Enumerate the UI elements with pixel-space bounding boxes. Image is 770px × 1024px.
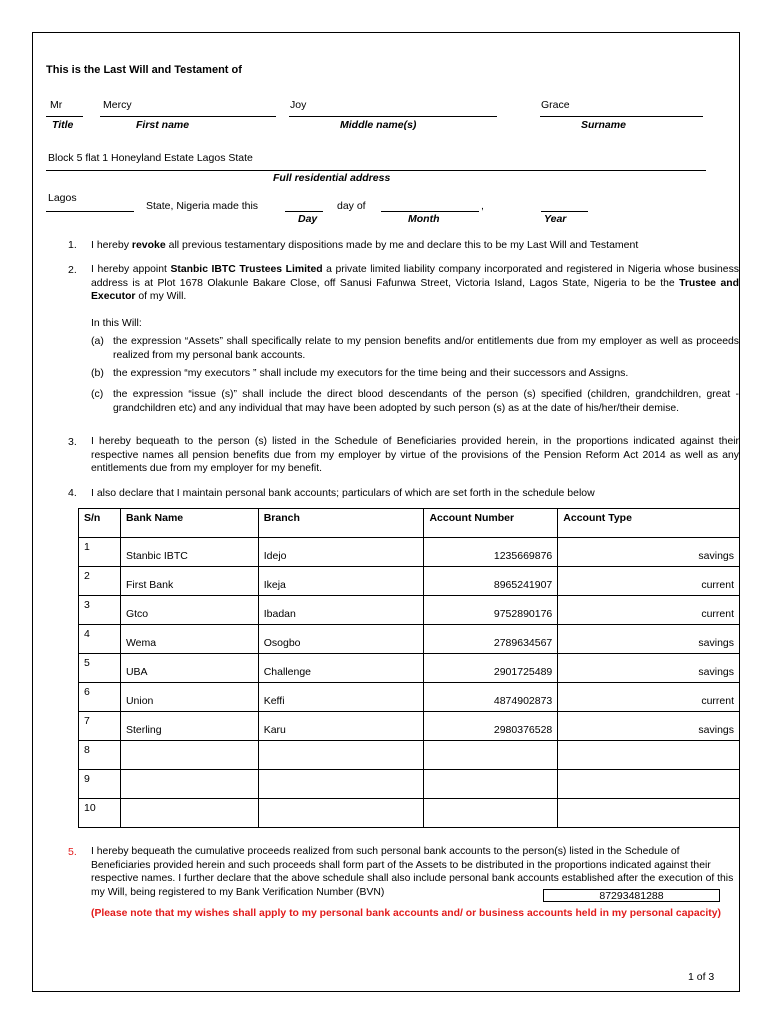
clause-4: I also declare that I maintain personal bank accounts; particulars of which are set forth in the schedule below	[91, 487, 595, 499]
cell-type[interactable]: current	[558, 567, 740, 596]
surname-label: Surname	[581, 119, 626, 131]
cell-account[interactable]: 8965241907	[424, 567, 558, 596]
sub-b-label: (b)	[91, 367, 104, 379]
cell-bank[interactable]: Union	[120, 683, 258, 712]
city-line	[46, 211, 134, 212]
col-header-account-number: Account Number	[424, 509, 558, 538]
table-row	[79, 741, 740, 770]
cell-branch[interactable]	[258, 741, 424, 770]
cell-account[interactable]: 2980376528	[424, 712, 558, 741]
cell-branch[interactable]: Challenge	[258, 654, 424, 683]
cell-branch[interactable]: Osogbo	[258, 625, 424, 654]
col-header-sn: S/n	[79, 509, 121, 538]
table-row	[79, 538, 740, 567]
in-this-will: In this Will:	[91, 317, 142, 329]
page-number: 1 of 3	[688, 971, 715, 983]
cell-bank[interactable]: Gtco	[120, 596, 258, 625]
clause-3-number: 3.	[68, 436, 77, 448]
table-row	[79, 625, 740, 654]
cell-bank[interactable]: Sterling	[120, 712, 258, 741]
day-label: Day	[298, 213, 318, 225]
cell-sn: 6	[79, 683, 121, 712]
sub-c-text: the expression “issue (s)” shall include the direct blood descendants of the person (s) specified (children, grandchildren, great - grandchildren etc) and any individual that may have been adopted by such person (s) as at the date of his/her/their demise.	[113, 389, 739, 414]
sub-a-label: (a)	[91, 335, 104, 347]
cell-bank[interactable]: Wema	[120, 625, 258, 654]
table-row	[79, 654, 740, 683]
title-label: Title	[52, 119, 74, 131]
cell-type[interactable]: savings	[558, 538, 740, 567]
cell-branch[interactable]: Keffi	[258, 683, 424, 712]
cell-account[interactable]: 9752890176	[424, 596, 558, 625]
cell-bank[interactable]	[120, 770, 258, 799]
middle-name-line	[289, 116, 497, 117]
cell-branch[interactable]	[258, 799, 424, 828]
cell-sn: 2	[79, 567, 121, 596]
cell-bank[interactable]: UBA	[120, 654, 258, 683]
middle-name-value[interactable]: Joy	[290, 99, 307, 111]
address-label: Full residential address	[273, 172, 391, 184]
first-name-value[interactable]: Mercy	[103, 99, 132, 111]
cell-branch[interactable]: Karu	[258, 712, 424, 741]
clause-1: I hereby revoke all previous testamentary dispositions made by me and declare this to be my Last Will and Testament	[91, 239, 639, 251]
address-value[interactable]: Block 5 flat 1 Honeyland Estate Lagos State	[48, 152, 253, 164]
table-row	[79, 770, 740, 799]
table-row	[79, 799, 740, 828]
bank-accounts-table	[78, 508, 740, 828]
clause-1-number: 1.	[68, 239, 77, 251]
cell-sn: 5	[79, 654, 121, 683]
cell-type[interactable]: current	[558, 596, 740, 625]
address-line	[46, 170, 706, 171]
cell-account[interactable]: 4874902873	[424, 683, 558, 712]
cell-type[interactable]	[558, 741, 740, 770]
cell-sn: 9	[79, 770, 121, 799]
cell-branch[interactable]: Ibadan	[258, 596, 424, 625]
table-row	[79, 712, 740, 741]
surname-line	[540, 116, 703, 117]
cell-type[interactable]: savings	[558, 654, 740, 683]
cell-sn: 10	[79, 799, 121, 828]
city-value[interactable]: Lagos	[48, 192, 77, 204]
sub-c-label: (c)	[91, 388, 104, 400]
cell-account[interactable]	[424, 770, 558, 799]
cell-sn: 3	[79, 596, 121, 625]
title-line	[46, 116, 83, 117]
year-label: Year	[544, 213, 567, 225]
month-label: Month	[408, 213, 440, 225]
month-line	[381, 211, 479, 212]
cell-branch[interactable]	[258, 770, 424, 799]
clause-4-number: 4.	[68, 487, 77, 499]
cell-bank[interactable]	[120, 799, 258, 828]
cell-account[interactable]: 2789634567	[424, 625, 558, 654]
cell-type[interactable]: savings	[558, 712, 740, 741]
clause-5-note: (Please note that my wishes shall apply to my personal bank accounts and/ or business accounts held in my personal capacity)	[91, 908, 721, 919]
cell-branch[interactable]: Idejo	[258, 538, 424, 567]
cell-sn: 8	[79, 741, 121, 770]
cell-branch[interactable]: Ikeja	[258, 567, 424, 596]
day-of-text: day of	[337, 200, 366, 212]
clause-5-number: 5.	[68, 846, 77, 858]
col-header-account-type: Account Type	[558, 509, 740, 538]
surname-value[interactable]: Grace	[541, 99, 570, 111]
state-text: State, Nigeria made this	[146, 200, 259, 212]
middle-name-label: Middle name(s)	[340, 119, 417, 131]
sub-a-text: the expression “Assets” shall specifically relate to my pension benefits and/or entitlements due from my employer as well as proceeds realized from my personal bank accounts.	[113, 336, 739, 361]
day-line	[285, 211, 323, 212]
cell-type[interactable]: current	[558, 683, 740, 712]
date-comma: ,	[481, 200, 484, 212]
cell-account[interactable]: 1235669876	[424, 538, 558, 567]
cell-account[interactable]	[424, 741, 558, 770]
year-line	[541, 211, 588, 212]
table-row	[79, 596, 740, 625]
sub-b-text: the expression “my executors ” shall include my executors for the time being and their successors and Assigns.	[113, 367, 629, 379]
cell-account[interactable]	[424, 799, 558, 828]
col-header-bank-name: Bank Name	[120, 509, 258, 538]
col-header-branch: Branch	[258, 509, 424, 538]
cell-type[interactable]	[558, 770, 740, 799]
cell-type[interactable]	[558, 799, 740, 828]
first-name-label: First name	[136, 119, 190, 131]
cell-sn: 1	[79, 538, 121, 567]
document-title: This is the Last Will and Testament of	[46, 64, 242, 76]
cell-bank[interactable]: First Bank	[120, 567, 258, 596]
clause-2-number: 2.	[68, 264, 77, 276]
clause-5-text: I hereby bequeath the cumulative proceeds realized from such personal bank accounts to the person(s) listed in the Schedule of Beneficiaries provided herein and such proceeds shall form part of the Assets to be distributed in the proportions indicated against their respective names. I further declare that the above schedule shall also include personal bank accounts established after the execution of this my Will, being registered to my Bank Verification Number (BVN)	[91, 846, 734, 898]
cell-bank[interactable]	[120, 741, 258, 770]
cell-type[interactable]: savings	[558, 625, 740, 654]
cell-sn: 4	[79, 625, 121, 654]
table-header-row	[79, 509, 740, 538]
cell-sn: 7	[79, 712, 121, 741]
title-value[interactable]: Mr	[50, 99, 63, 111]
cell-account[interactable]: 2901725489	[424, 654, 558, 683]
cell-bank[interactable]: Stanbic IBTC	[120, 538, 258, 567]
table-row	[79, 567, 740, 596]
clause-3: I hereby bequeath to the person (s) listed in the Schedule of Beneficiaries provided herein, in the proportions indicated against their respective names all pension benefits due from my employer by virtue of the provisions of the Pension Reform Act 2014 as well as any entitlements due from my employer for my benefit.	[91, 436, 739, 474]
bvn-field[interactable]: 87293481288	[543, 889, 720, 902]
clause-2: I hereby appoint Stanbic IBTC Trustees Limited a private limited liability company incorporated and registered in Nigeria whose business address is at Plot 1678 Olakunle Bakare Close, off Sanusi Fafunwa Street, Victoria Island, Lagos State, Nigeria to be the Trustee and Executor of my Will.	[91, 264, 739, 302]
first-name-line	[100, 116, 276, 117]
table-row	[79, 683, 740, 712]
